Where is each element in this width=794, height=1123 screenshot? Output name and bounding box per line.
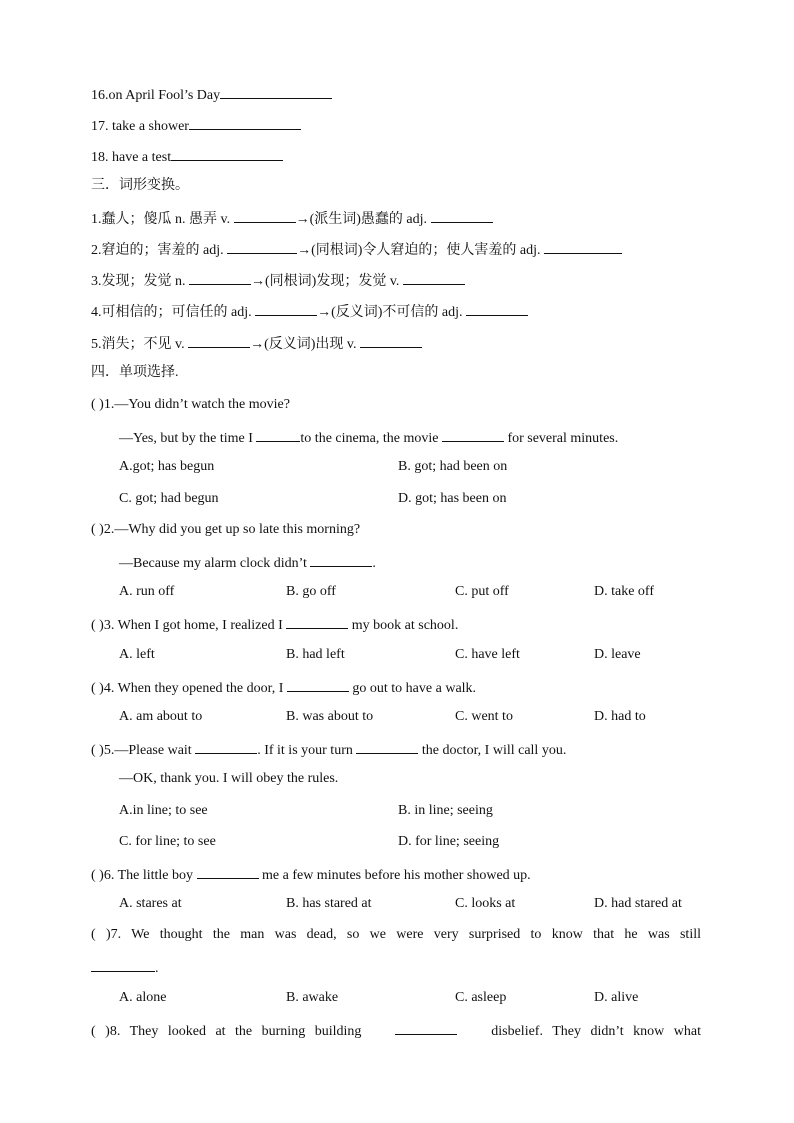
option-a[interactable]: A.got; has begun (119, 459, 215, 474)
item-text: 2.窘迫的；害羞的 adj. (91, 243, 224, 258)
q-text: disbelief. They didn’t know what (491, 1024, 701, 1039)
item-text: →(同根词)发现；发觉 v. (251, 274, 400, 289)
option-b[interactable]: B. was about to (286, 709, 374, 724)
q-text: to the cinema, the movie (300, 431, 439, 446)
q-text: me a few minutes before his mother showed up. (262, 868, 531, 883)
q-text: —Because my alarm clock didn’t (119, 556, 307, 571)
option-d[interactable]: D. for line; seeing (398, 834, 500, 849)
answer-blank[interactable] (189, 270, 251, 285)
phrase-17 (91, 115, 301, 136)
q-text: —Yes, but by the time I (119, 431, 253, 446)
option-b[interactable]: B. had left (286, 647, 345, 662)
answer-blank[interactable] (171, 146, 283, 161)
word-form-item-5 (91, 333, 422, 354)
phrase-text: take a shower (112, 119, 189, 134)
answer-blank[interactable] (256, 427, 300, 442)
section3-heading: 三．词形变换。 (91, 178, 189, 193)
answer-blank[interactable] (195, 739, 257, 754)
option-c[interactable]: C. got; had begun (119, 491, 219, 506)
q-text: the doctor, I will call you. (421, 743, 567, 758)
item-text: →(反义词)出现 v. (250, 337, 357, 352)
item-text: →(反义词)不可信的 adj. (317, 305, 463, 320)
question-2-stem: ( )2.—Why did you get up so late this morning? (91, 522, 361, 537)
option-b[interactable]: B. got; had been on (398, 459, 508, 474)
option-d[interactable]: D. had to (594, 709, 646, 724)
q-text: ( )6. The little boy (91, 868, 193, 883)
option-b[interactable]: B. has stared at (286, 896, 372, 911)
option-c[interactable]: C. have left (455, 647, 520, 662)
item-text: →(派生词)愚蠢的 adj. (295, 212, 428, 227)
option-d[interactable]: D. alive (594, 990, 639, 1005)
option-a[interactable]: A.in line; to see (119, 803, 208, 818)
option-a[interactable]: A. am about to (119, 709, 203, 724)
item-text: 5.消失；不见 v. (91, 337, 185, 352)
phrase-number: 17. (91, 119, 109, 134)
answer-blank[interactable] (197, 864, 259, 879)
answer-blank[interactable] (395, 1020, 457, 1035)
word-form-item-1 (91, 208, 493, 229)
answer-blank[interactable] (442, 427, 504, 442)
question-7-tail (91, 957, 159, 978)
item-text: 4.可相信的；可信任的 adj. (91, 305, 252, 320)
word-form-item-2 (91, 239, 622, 260)
word-form-item-4 (91, 301, 528, 322)
phrase-16 (91, 84, 332, 105)
question-1-stem: ( )1.—You didn’t watch the movie? (91, 397, 290, 412)
option-a[interactable]: A. run off (119, 584, 175, 599)
answer-blank[interactable] (287, 677, 349, 692)
option-b[interactable]: B. awake (286, 990, 339, 1005)
answer-blank[interactable] (234, 208, 296, 223)
option-d[interactable]: D. got; has been on (398, 491, 507, 506)
question-8-stem (91, 1020, 701, 1041)
option-a[interactable]: A. stares at (119, 896, 182, 911)
answer-blank[interactable] (544, 239, 622, 254)
q-text: ( )4. When they opened the door, I (91, 681, 284, 696)
phrase-number: 16. (91, 88, 109, 103)
q-text: . (155, 961, 159, 976)
phrase-number: 18. (91, 150, 109, 165)
question-6-stem (91, 864, 531, 885)
section4-heading: 四．单项选择. (91, 365, 179, 380)
option-d[interactable]: D. had stared at (594, 896, 682, 911)
option-d[interactable]: D. leave (594, 647, 641, 662)
answer-blank[interactable] (255, 301, 317, 316)
answer-blank[interactable] (431, 208, 493, 223)
q-text: go out to have a walk. (352, 681, 477, 696)
question-5-line2: —OK, thank you. I will obey the rules. (119, 771, 339, 786)
answer-blank[interactable] (188, 333, 250, 348)
option-a[interactable]: A. left (119, 647, 155, 662)
q-text: ( )3. When I got home, I realized I (91, 618, 283, 633)
option-c[interactable]: C. went to (455, 709, 513, 724)
option-c[interactable]: C. looks at (455, 896, 516, 911)
option-d[interactable]: D. take off (594, 584, 654, 599)
answer-blank[interactable] (91, 957, 155, 972)
question-2-line2 (119, 552, 376, 573)
option-c[interactable]: C. asleep (455, 990, 507, 1005)
q-text: for several minutes. (507, 431, 619, 446)
q-text: my book at school. (351, 618, 459, 633)
q-text: . (372, 556, 376, 571)
phrase-text: on April Fool’s Day (108, 88, 221, 103)
option-c[interactable]: C. for line; to see (119, 834, 216, 849)
item-text: 3.发现；发觉 n. (91, 274, 186, 289)
question-7-stem: ( )7. We thought the man was dead, so we were very surprised to know that he was still (91, 927, 701, 942)
answer-blank[interactable] (220, 84, 332, 99)
answer-blank[interactable] (189, 115, 301, 130)
answer-blank[interactable] (360, 333, 422, 348)
phrase-18 (91, 146, 283, 167)
q-text: . If it is your turn (257, 743, 353, 758)
option-c[interactable]: C. put off (455, 584, 509, 599)
option-a[interactable]: A. alone (119, 990, 167, 1005)
question-4-stem (91, 677, 476, 698)
answer-blank[interactable] (466, 301, 528, 316)
option-b[interactable]: B. go off (286, 584, 336, 599)
question-3-stem (91, 614, 458, 635)
answer-blank[interactable] (227, 239, 297, 254)
q-text: ( )5.—Please wait (91, 743, 192, 758)
answer-blank[interactable] (310, 552, 372, 567)
word-form-item-3 (91, 270, 465, 291)
answer-blank[interactable] (286, 614, 348, 629)
answer-blank[interactable] (403, 270, 465, 285)
phrase-text: have a test (112, 150, 172, 165)
question-5-stem (91, 739, 566, 760)
option-b[interactable]: B. in line; seeing (398, 803, 493, 818)
q-text: ( )8. They looked at the burning building (91, 1024, 362, 1039)
item-text: 1.蠢人；傻瓜 n. 愚弄 v. (91, 212, 231, 227)
item-text: →(同根词)令人窘迫的；使人害羞的 adj. (297, 243, 541, 258)
answer-blank[interactable] (356, 739, 418, 754)
question-1-line2 (119, 427, 618, 448)
